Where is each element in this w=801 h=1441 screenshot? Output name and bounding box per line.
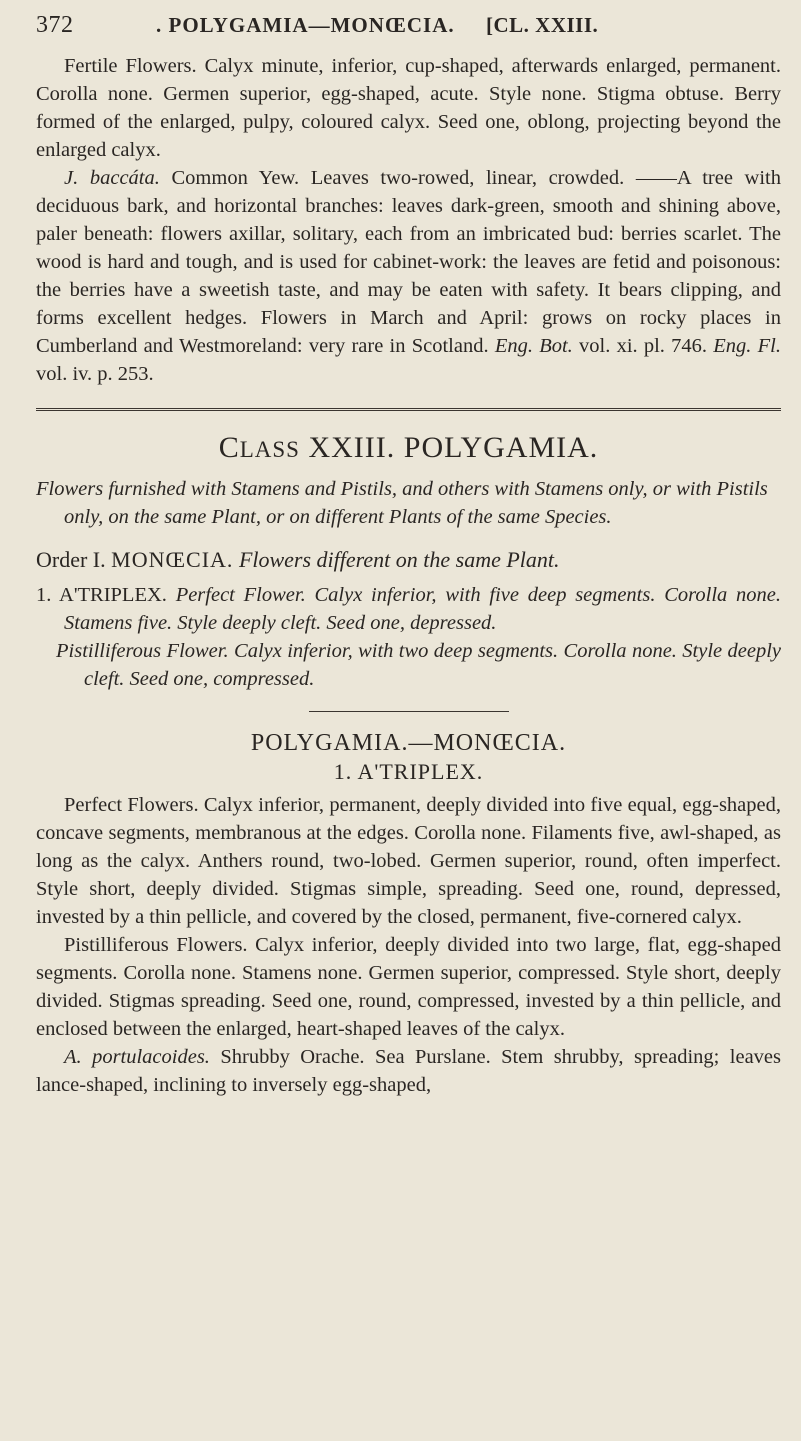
atriplex-species-description: Shrubby Orache. Sea Purslane. Stem shrubby, spreading; leaves lance-shaped, inclining to inversely egg-shaped, [36, 1046, 781, 1096]
page-number: 372 [36, 12, 74, 38]
perfect-flower-text: Calyx inferior, with five deep segments. Corolla none. Stamens five. Style deeply cleft. Seed one, depressed. [64, 584, 782, 634]
order-name: MONŒCIA. [111, 547, 234, 572]
atriplex-species-name: A. portulacoides. [64, 1046, 210, 1068]
reference-eng-fl-detail: vol. iv. p. 253. [36, 363, 154, 385]
section-heading: POLYGAMIA.—MONŒCIA. [250, 730, 567, 756]
reference-eng-fl: Eng. Fl. [713, 335, 781, 357]
taxus-baccata-paragraph [36, 164, 781, 388]
genus-summary-pistilliferous [36, 637, 781, 693]
genus-summary-perfect [36, 581, 781, 637]
running-title: . POLYGAMIA—MONŒCIA. [156, 13, 455, 37]
reference-eng-bot: Eng. Bot. [494, 335, 573, 357]
class-heading [36, 431, 781, 465]
order-description: Flowers different on the same Plant. [238, 547, 560, 572]
pistilliferous-flowers-description: Pistilliferous Flowers. Calyx inferior, deeply divided into two large, flat, egg-shaped segments. Corolla none. Stamens none. Germen superior, compressed. Style short, deeply divided. Stigmas spreading. Seed one, round, compressed, invested by a thin pellicle, and enclosed between the enlarged, heart-shaped leaves of the calyx. [36, 934, 781, 1040]
class-name: POLYGAMIA. [403, 431, 599, 464]
class-definition: Flowers furnished with Stamens and Pistils, and others with Stamens only, or with Pistils only, on the same Plant, or on different Plants of the same Species. [36, 478, 768, 528]
atriplex-portulacoides-paragraph [36, 1043, 781, 1099]
order-label: Order I. [36, 547, 106, 572]
species-description: Common Yew. Leaves two-rowed, linear, crowded. ——A tree with deciduous bark, and horizontal branches: leaves dark-green, smooth and shining above, paler beneath: flowers axillar, solitary, each from an imbricated bud: berries scarlet. The wood is hard and tough, and is used for cabinet-work: the leaves are fetid and poisonous: the berries have a sweetish taste, and may be eaten with safety. It bears clipping, and forms excellent hedges. Flowers in March and April: grows on rocky places in Cumberland and Westmoreland: very rare in Scotland. [36, 167, 781, 357]
order-heading [36, 545, 781, 575]
perfect-flower-label: Perfect Flower. [175, 584, 306, 606]
genus-heading: 1. A'TRIPLEX. [333, 759, 484, 784]
running-head [36, 12, 781, 52]
double-rule-divider [36, 408, 781, 411]
class-word-initial: C [218, 431, 240, 464]
genus-name: A'TRIPLEX. [59, 584, 167, 606]
fertile-flowers-paragraph: Fertile Flowers. Calyx minute, inferior, cup-shaped, afterwards enlarged, permanent. Corolla none. Germen superior, egg-shaped, acute. Style none. Stigma obtuse. Berry formed of the enlarged, pulpy, coloured calyx. Seed one, oblong, projecting beyond the enlarged calyx. [36, 55, 781, 161]
pistilliferous-flower-text: Calyx inferior, with two deep segments. Corolla none. Style deeply cleft. Seed one, compressed. [84, 640, 782, 690]
class-word-rest: LASS [239, 437, 300, 462]
class-numeral: XXIII. [308, 431, 396, 464]
perfect-flowers-description: Perfect Flowers. Calyx inferior, permanent, deeply divided into five equal, egg-shaped, concave segments, membranous at the edges. Corolla none. Filaments five, awl-shaped, as long as the calyx. Anthers round, two-lobed. Germen superior, round, often imperfect. Style short, deeply divided. Stigmas simple, spreading. Seed one, round, depressed, invested by a thin pellicle, and covered by the closed, permanent, five-cornered calyx. [36, 794, 781, 928]
species-name: J. baccáta. [64, 167, 160, 189]
pistilliferous-flower-label: Pistilliferous Flower. [56, 640, 229, 662]
running-class: [CL. XXIII. [486, 13, 599, 37]
short-rule-divider [309, 711, 509, 712]
reference-eng-bot-detail: vol. xi. pl. 746. [572, 335, 714, 357]
genus-number: 1. [36, 584, 52, 606]
